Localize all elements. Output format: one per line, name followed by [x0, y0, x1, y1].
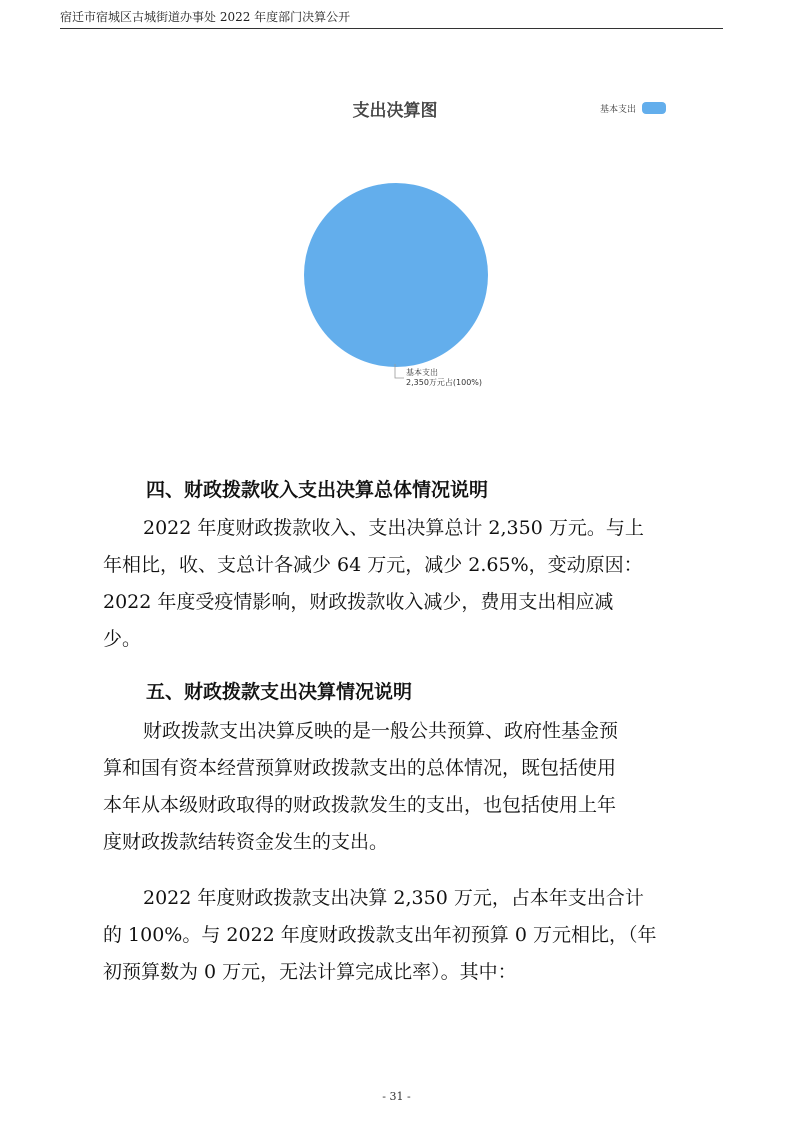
text-line: 年相比，收、支总计各减少 64 万元，减少 2.65%，变动原因：	[103, 554, 643, 576]
pie-chart	[0, 0, 793, 440]
slice-label	[406, 368, 482, 388]
text-line: 财政拨款支出决算反映的是一般公共预算、政府性基金预	[143, 720, 619, 742]
text-line: 2022 年度受疫情影响，财政拨款收入减少，费用支出相应减	[103, 591, 614, 613]
section-4-heading: 四、财政拨款收入支出决算总体情况说明	[146, 479, 489, 501]
text-line: 的 100%。与 2022 年度财政拨款支出年初预算 0 万元相比，（年	[103, 924, 657, 946]
legend-label: 基本支出	[600, 104, 637, 115]
section-5-paragraph-1	[103, 713, 721, 861]
text-line: 2022 年度财政拨款支出决算 2,350 万元，占本年支出合计	[143, 887, 644, 909]
pie-slice	[304, 183, 488, 367]
section-5-heading: 五、财政拨款支出决算情况说明	[146, 681, 413, 703]
text-line: 初预算数为 0 万元，无法计算完成比率）。其中：	[103, 961, 517, 983]
slice-label-name: 基本支出	[406, 368, 438, 377]
section-5-paragraph-2	[103, 880, 721, 991]
text-line: 算和国有资本经营预算财政拨款支出的总体情况，既包括使用	[103, 757, 617, 779]
text-line: 2022 年度财政拨款收入、支出决算总计 2,350 万元。与上	[143, 517, 644, 539]
section-4-paragraph	[103, 510, 721, 658]
page-header: 宿迁市宿城区古城街道办事处 2022 年度部门决算公开	[60, 6, 723, 29]
text-line: 本年从本级财政取得的财政拨款发生的支出，也包括使用上年	[103, 794, 617, 816]
text-line: 少。	[103, 628, 142, 650]
chart-title: 支出决算图	[352, 101, 438, 121]
page-number: - 31 -	[382, 1090, 411, 1103]
slice-label-value: 2,350万元占(100%)	[406, 378, 483, 387]
text-line: 度财政拨款结转资金发生的支出。	[103, 831, 389, 853]
